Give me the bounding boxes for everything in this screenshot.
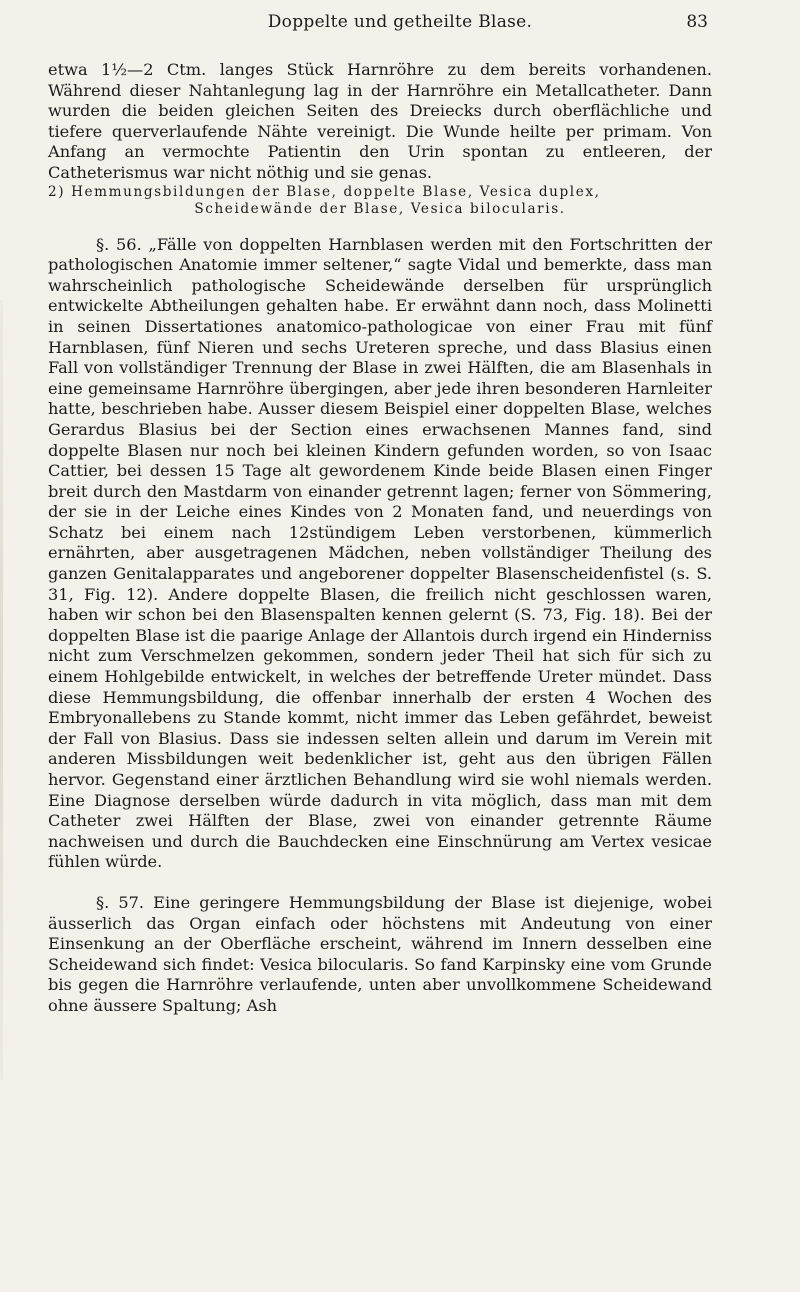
page-number: 83: [686, 12, 708, 32]
paragraph-section-57: §. 57. Eine geringere Hemmungsbildung der Blase ist diejenige, wobei äusserlich das Organ einfach oder höchstens mit Andeutung von einer Einsenkung an der Oberfläche erscheint, während im Innern desselben eine Scheidewand sich findet: Vesica bilocularis. So fand Karpinsky eine vom Grunde bis gegen die Harnröhre verlaufende, unten aber unvollkommene Scheidewand ohne äussere Spaltung; Ash: [48, 892, 712, 1015]
body-text: [48, 60, 712, 1017]
paragraph-continuation: etwa 1½—2 Ctm. langes Stück Harnröhre zu dem bereits vorhandenen. Während dieser Nahtanlegung lag in der Harnröhre ein Metallcatheter. Dann wurden die beiden gleichen Seiten des Dreiecks durch oberflächliche und tiefere querverlaufende Nähte vereinigt. Die Wunde heilte per primam. Von Anfang an vermochte Patientin den Urin spontan zu entleeren, der Catheterismus war nicht nöthig und sie genas.: [48, 60, 712, 182]
section-heading: [48, 184, 712, 218]
paragraph-section-56: §. 56. „Fälle von doppelten Harnblasen werden mit den Fortschritten der pathologischen Anatomie immer seltener,“ sagte Vidal und bemerkte, dass man wahrscheinlich pathologische Scheidewände derselben für ursprünglich entwickelte Abtheilungen gehalten habe. Er erwähnt dann noch, dass Molinetti in seinen Dissertationes anatomico-pathologicae von einer Frau mit fünf Harnblasen, fünf Nieren und sechs Ureteren spreche, und dass Blasius einen Fall von vollständiger Trennung der Blase in zwei Hälften, die am Blasenhals in eine gemeinsame Harnröhre übergingen, aber jede ihren besonderen Harnleiter hatte, beschrieben habe. Ausser diesem Beispiel einer doppelten Blase, welches Gerardus Blasius bei der Section eines erwachsenen Mannes fand, sind doppelte Blasen nur noch bei kleinen Kindern gefunden worden, so von Isaac Cattier, bei dessen 15 Tage alt gewordenem Kinde beide Blasen einen Finger breit durch den Mastdarm von einander getrennt lagen; ferner von Sömmering, der sie in der Leiche eines Kindes von 2 Monaten fand, und neuerdings von Schatz bei einem nach 12stündigem Leben verstorbenen, kümmerlich ernährten, aber ausgetragenen Mädchen, neben vollständiger Theilung des ganzen Genitalapparates und angeborener doppelter Blasenscheidenfistel (s. S. 31, Fig. 12). Andere doppelte Blasen, die freilich nicht geschlossen waren, haben wir schon bei den Blasenspalten kennen gelernt (S. 73, Fig. 18). Bei der doppelten Blase ist die paarige Anlage der Allantois durch irgend ein Hinderniss nicht zum Verschmelzen gekommen, sondern jeder Theil hat sich für sich zu einem Hohlgebilde entwickelt, in welches der betreffende Ureter mündet. Dass diese Hemmungsbildung, die offenbar innerhalb der ersten 4 Wochen des Embryonallebens zu Stande kommt, nicht immer das Leben gefährdet, beweist der Fall von Blasius. Dass sie indessen selten allein und darum im Verein mit anderen Missbildungen weit bedenklicher ist, geht aus den übrigen Fällen hervor. Gegenstand einer ärztlichen Behandlung wird sie wohl niemals werden. Eine Diagnose derselben würde dadurch in vita möglich, dass man mit dem Catheter zwei Hälften der Blase, zwei von einander getrennte Räume nachweisen und durch die Bauchdecken eine Einschnürung am Vertex vesicae fühlen würde.: [48, 234, 712, 872]
section-heading-line-2: Scheidewände der Blase, Vesica bilocularis.: [194, 200, 566, 217]
running-head: [0, 10, 800, 38]
section-heading-line-1: 2) Hemmungsbildungen der Blase, doppelte Blase, Vesica duplex,: [48, 183, 601, 200]
page-edge-shadow: [0, 300, 3, 1080]
running-title: Doppelte und getheilte Blase.: [267, 12, 533, 32]
